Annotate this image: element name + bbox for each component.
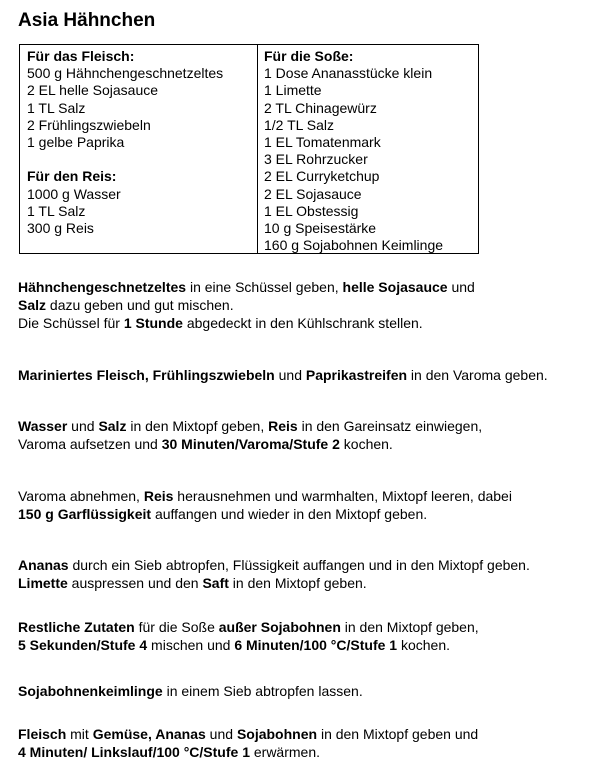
instruction-step	[18, 279, 603, 332]
instruction-step	[18, 488, 603, 524]
instruction-line	[18, 619, 603, 637]
highlighted-term: Reis	[143, 487, 174, 504]
instruction-text: mit	[66, 726, 93, 743]
instruction-text: in eine Schüssel geben,	[186, 279, 343, 295]
instruction-text: in den Gareinsatz einwiegen,	[297, 418, 483, 435]
highlighted-term: 150 g Garflüssigkeit	[18, 505, 152, 522]
instruction-line	[18, 315, 603, 333]
instruction-line	[18, 297, 603, 315]
highlighted-term: 4 Minuten/ Linkslauf/100 °C/Stufe 1	[18, 744, 250, 761]
instruction-line	[18, 726, 603, 744]
highlighted-term: Limette	[18, 575, 68, 592]
meat-ingredient-item: 1 gelbe Paprika	[27, 134, 125, 151]
instruction-text: durch ein Sieb abtropfen, Flüssigkeit auffangen und in den Mixtopf geben.	[68, 557, 530, 574]
sauce-ingredient-item: 1 EL Obstessig	[264, 202, 359, 219]
instruction-line	[18, 637, 603, 655]
instruction-text: herausnehmen und warmhalten, Mixtopf leeren, dabei	[173, 487, 512, 504]
highlighted-term: Salz	[18, 296, 47, 313]
rice-heading: Für den Reis:	[27, 168, 117, 185]
instruction-step	[18, 557, 603, 593]
ingredients-right-column	[258, 45, 478, 253]
instruction-text: und	[447, 279, 475, 295]
highlighted-term: 30 Minuten/Varoma/Stufe 2	[161, 435, 340, 452]
instruction-text: und	[274, 367, 306, 384]
sauce-ingredient-item: 160 g Sojabohnen Keimlinge	[264, 237, 444, 254]
highlighted-term: Sojabohnenkeimlinge	[18, 682, 163, 699]
section-spacer	[27, 151, 257, 168]
instruction-text: in den Mixtopf geben und	[317, 726, 479, 743]
instruction-text: und	[205, 726, 237, 743]
sauce-ingredient-item: 2 EL Curryketchup	[264, 168, 380, 185]
highlighted-term: Wasser	[18, 418, 68, 435]
sauce-ingredient-item: 1 EL Tomatenmark	[264, 134, 381, 151]
highlighted-term: Hähnchengeschnetzeltes	[18, 279, 187, 295]
sauce-ingredient-item: 1 Limette	[264, 82, 322, 99]
instruction-text: auspressen und den	[67, 575, 203, 592]
meat-ingredient-list	[27, 65, 257, 151]
highlighted-term: 5 Sekunden/Stufe 4	[18, 636, 148, 653]
instruction-text: in den Mixtopf geben.	[228, 575, 367, 592]
instruction-line	[18, 418, 603, 436]
instruction-line	[18, 488, 603, 506]
instruction-text: in den Varoma geben.	[407, 367, 548, 384]
meat-ingredient-item: 500 g Hähnchengeschnetzeltes	[27, 65, 224, 82]
rice-ingredient-item: 1 TL Salz	[27, 202, 86, 219]
instruction-text: abgedeckt in den Kühlschrank stellen.	[182, 314, 423, 331]
sauce-ingredient-item: 3 EL Rohrzucker	[264, 151, 368, 168]
instruction-text: Varoma aufsetzen und	[18, 435, 162, 452]
instruction-step	[18, 367, 603, 385]
instructions	[18, 279, 603, 762]
instruction-step	[18, 683, 603, 701]
sauce-ingredient-item: 1/2 TL Salz	[264, 116, 335, 133]
highlighted-term: 6 Minuten/100 °C/Stufe 1	[234, 636, 398, 653]
sauce-heading: Für die Soße:	[264, 48, 354, 64]
highlighted-term: außer Sojabohnen	[218, 618, 341, 635]
highlighted-term: helle Sojasauce	[342, 279, 448, 295]
highlighted-term: Sojabohnen	[236, 726, 318, 743]
meat-ingredient-item: 2 Frühlingszwiebeln	[27, 116, 151, 133]
instruction-text: in den Mixtopf geben,	[126, 418, 269, 435]
meat-heading: Für das Fleisch:	[27, 48, 135, 64]
recipe-title: Asia Hähnchen	[18, 10, 156, 31]
instruction-line	[18, 506, 603, 524]
ingredients-left-column	[20, 45, 258, 253]
instruction-text: dazu geben und gut mischen.	[46, 296, 234, 313]
instruction-text: mischen und	[147, 636, 235, 653]
instruction-line	[18, 557, 603, 575]
instruction-text: in den Mixtopf geben,	[340, 618, 479, 635]
instruction-line	[18, 575, 603, 593]
rice-ingredient-list	[27, 186, 257, 238]
sauce-ingredient-item: 1 Dose Ananasstücke klein	[264, 65, 433, 82]
highlighted-term: Paprikastreifen	[305, 367, 408, 384]
highlighted-term: Ananas	[18, 557, 69, 574]
instruction-line	[18, 279, 603, 297]
highlighted-term: Reis	[268, 418, 298, 435]
sauce-ingredient-item: 2 EL Sojasauce	[264, 185, 362, 202]
highlighted-term: Fleisch	[18, 726, 67, 743]
sauce-ingredient-item: 10 g Speisestärke	[264, 220, 377, 237]
ingredients-table	[19, 44, 479, 254]
sauce-ingredient-item: 2 TL Chinagewürz	[264, 99, 377, 116]
instruction-text: Die Schüssel für	[18, 314, 124, 331]
instruction-text: kochen.	[339, 435, 393, 452]
instruction-text: auffangen und wieder in den Mixtopf geben.	[151, 505, 428, 522]
highlighted-term: Restliche Zutaten	[18, 618, 135, 635]
instruction-line	[18, 744, 603, 762]
instruction-text: Varoma abnehmen,	[18, 487, 144, 504]
highlighted-term: Mariniertes Fleisch, Frühlingszwiebeln	[18, 367, 275, 384]
instruction-text: kochen.	[397, 636, 451, 653]
instruction-line	[18, 436, 603, 454]
instruction-line	[18, 367, 603, 385]
sauce-ingredient-list	[264, 65, 478, 254]
instruction-text: und	[67, 418, 99, 435]
meat-ingredient-item: 1 TL Salz	[27, 99, 86, 116]
instruction-step	[18, 726, 603, 762]
instruction-text: für die Soße	[134, 618, 219, 635]
instruction-step	[18, 619, 603, 655]
highlighted-term: Gemüse, Ananas	[92, 726, 206, 743]
instruction-text: in einem Sieb abtropfen lassen.	[162, 682, 363, 699]
highlighted-term: Saft	[202, 575, 229, 592]
instruction-text: erwärmen.	[249, 744, 321, 761]
instruction-line	[18, 683, 603, 701]
meat-ingredient-item: 2 EL helle Sojasauce	[27, 82, 159, 99]
highlighted-term: 1 Stunde	[123, 314, 183, 331]
rice-ingredient-item: 300 g Reis	[27, 220, 94, 237]
highlighted-term: Salz	[98, 418, 127, 435]
instruction-step	[18, 418, 603, 454]
rice-ingredient-item: 1000 g Wasser	[27, 185, 121, 202]
